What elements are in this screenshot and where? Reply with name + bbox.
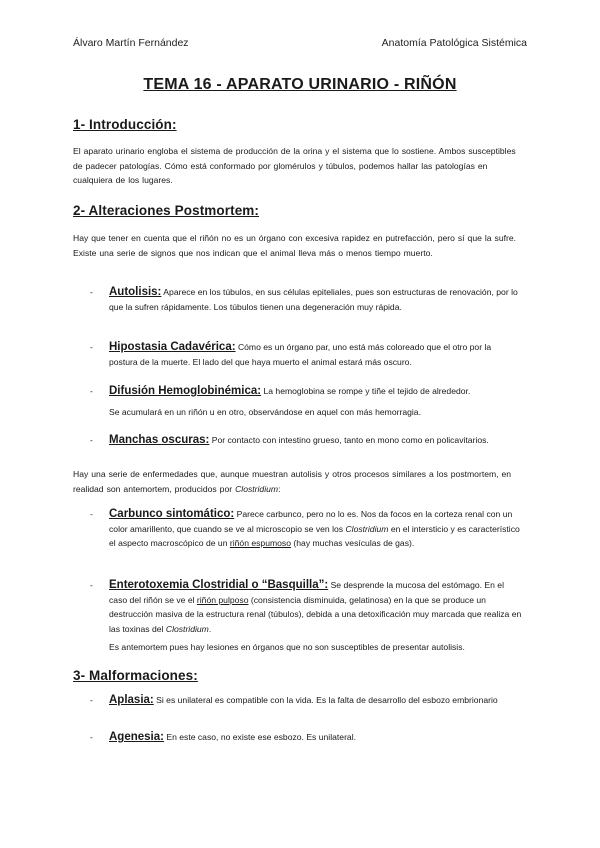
desc-autolisis: Aparece en los túbulos, en sus células epiteliales, pues son estructuras de renovación, por lo que la sufren rápidamente. Los túbulos tienen una degeneración muy rápida. [109,287,518,312]
header-course: Anatomía Patológica Sistémica [381,37,527,49]
bullet-dash: - [90,287,93,297]
enterotoxemia-underlined: riñón pulposo [196,594,249,605]
desc-carbunco-1: Parece carbunco, pero no lo es. Nos da focos en la corteza renal con un color amarillento, que cuando se ve al microscopio se ven los [109,509,513,534]
document-title: TEMA 16 - APARATO URINARIO - RIÑÓN [143,76,457,93]
bullet-dash: - [90,435,93,445]
desc-difusion: La hemoglobina se rompe y tiñe el tejido de alrededor. [261,386,471,396]
term-autolisis: Autolisis: [109,286,162,298]
desc-enterotoxemia-2: (consistencia disminuida, gelatinosa) en la que se produce un destrucción masiva de la estructura renal (túbulos), debida a una detoxificación muy marcada que realiza en las toxinas del [109,594,522,634]
header-author: Álvaro Martín Fernández [73,37,189,49]
desc-carbunco-3: (hay muchas vesículas de gas). [291,538,415,548]
bullet-dash: - [90,386,93,396]
list-item-hipostasia [90,340,522,369]
list-item-manchas [90,433,522,448]
term-carbunco: Carbunco sintomático: [109,508,235,520]
list-item-enterotoxemia [90,578,522,636]
term-enterotoxemia: Enterotoxemia Clostridial o “Basquilla”: [109,579,329,591]
desc-enterotoxemia-1: Se desprende la mucosa del estómago. En el caso del riñón se ve el [109,580,504,605]
antemortem-text: Hay una serie de enfermedades que, aunque muestran autolisis y otros procesos similares a los postmortem, en realidad son antemortem, producidos por [73,469,512,494]
list-item-agenesia [90,730,522,745]
antemortem-organism: Clostridium [235,483,279,494]
antemortem-paragraph [73,467,525,496]
antemortem-colon: : [278,483,281,494]
bullet-dash: - [90,342,93,352]
list-item-aplasia [90,693,522,708]
carbunco-organism: Clostridium [345,523,389,534]
term-difusion: Difusión Hemoglobinémica: [109,385,262,397]
difusion-extra-line: Se acumulará en un riñón u en otro, observándose en aquel con más hemorragia. [109,407,421,417]
desc-manchas: Por contacto con intestino grueso, tanto en mono como en policavitarios. [209,435,489,445]
term-manchas: Manchas oscuras: [109,434,210,446]
desc-carbunco-2: en el intersticio y es característico el aspecto macroscópico de un [109,523,520,548]
section-heading-intro: 1- Introducción: [73,117,177,132]
enterotoxemia-organism: Clostridium [165,623,209,634]
list-item-autolisis [90,285,522,314]
desc-aplasia: Si es unilateral es compatible con la vida. Es la falta de desarrollo del esbozo embrionario [153,695,498,705]
list-item-carbunco [90,507,522,551]
section-heading-malformations: 3- Malformaciones: [73,668,198,683]
section-heading-postmortem: 2- Alteraciones Postmortem: [73,203,259,218]
bullet-dash: - [90,732,93,742]
bullet-dash: - [90,509,93,519]
term-agenesia: Agenesia: [109,731,164,743]
bullet-dash: - [90,695,93,705]
enterotoxemia-extra-line: Es antemortem pues hay lesiones en órganos que no son susceptibles de presentar autolisis. [109,642,465,652]
desc-hipostasia: Cómo es un órgano par, uno está más coloreado que el otro por la postura de la muerte. El lado del que haya muerto el animal estará más oscuro. [109,342,492,367]
desc-agenesia: En este caso, no existe ese esbozo. Es unilateral. [163,732,357,742]
desc-enterotoxemia-3: . [208,623,212,634]
term-aplasia: Aplasia: [109,694,154,706]
bullet-dash: - [90,580,93,590]
list-item-difusion [90,384,522,399]
carbunco-underlined: riñón espumoso [229,538,292,548]
postmortem-paragraph: Hay que tener en cuenta que el riñón no es un órgano con excesiva rapidez en putrefacción, pero sí que la sufre. Existe una serie de signos que nos indican que el animal lleva más o menos tiempo muerto. [73,233,517,258]
intro-paragraph: El aparato urinario engloba el sistema de producción de la orina y el sistema que lo sostiene. Ambos susceptibles de padecer patologías. Cómo está conformado por glomérulos y túbulos, podemos hallar las patologías en cualquiera de los lugares. [73,146,516,185]
term-hipostasia: Hipostasia Cadavérica: [109,341,236,353]
